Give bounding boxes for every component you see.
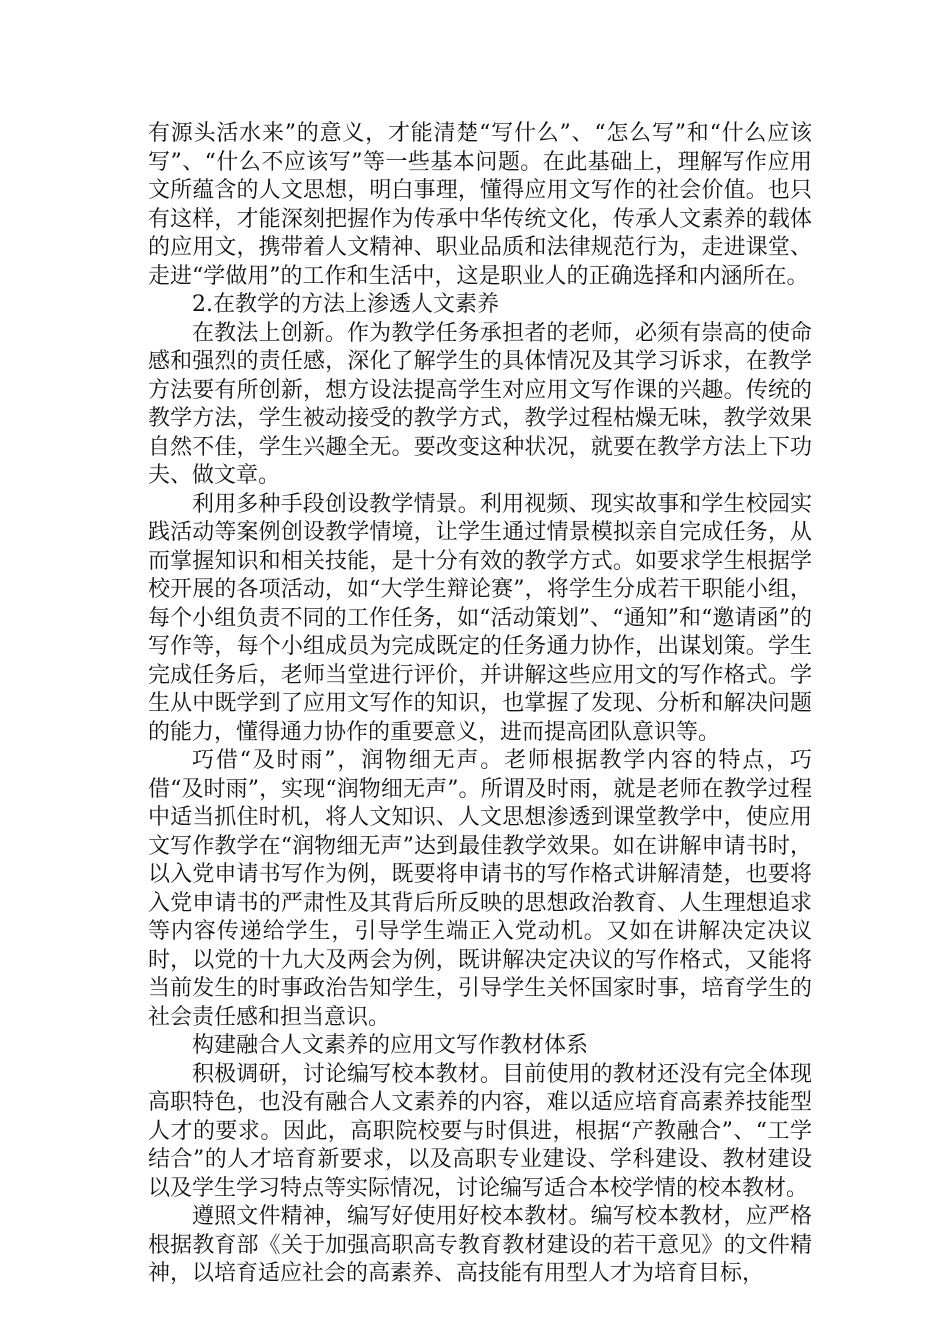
- paragraph-continued: 有源头活水来”的意义，才能清楚“写什么”、“怎么写”和“什么应该写”、“什么不应该写”等一些基本问题。在此基础上，理解写作应用文所蕴含的人文思想，明白事理，懂得应用文写作的社会价值。也只有这样，才能深刻把握作为传承中华传统文化，传承人文素养的载体的应用文，携带着人文精神、职业品质和法律规范行为，走进课堂、走进“学做用”的工作和生活中，这是职业人的正确选择和内涵所在。: [148, 121, 813, 289]
- paragraph-teaching-scenarios: 利用多种手段创设教学情景。利用视频、现实故事和学生校园实践活动等案例创设教学情境，让学生通过情景模拟亲自完成任务，从而掌握知识和相关技能，是十分有效的教学方式。如要求学生根据学校开展的各项活动，如“大学生辩论赛”，将学生分成若干职能小组，每个小组负责不同的工作任务，如“活动策划”、“通知”和“邀请函”的写作等，每个小组成员为完成既定的任务通力协作，出谋划策。学生完成任务后，老师当堂进行评价，并讲解这些应用文的写作格式。学生从中既学到了应用文写作的知识，也掌握了发现、分析和解决问题的能力，懂得通力协作的重要意义，进而提高团队意识等。: [148, 491, 812, 745]
- document-page: [148, 120, 812, 1289]
- paragraph-teaching-innovation: 在教法上创新。作为教学任务承担者的老师，必须有崇高的使命感和强烈的责任感，深化了解学生的具体情况及其学习诉求，在教学方法要有所创新，想方设法提高学生对应用文写作课的兴趣。传统的教学方法，学生被动接受的教学方式，教学过程枯燥无味，教学效果自然不佳，学生兴趣全无。要改变这种状况，就要在教学方法上下功夫、做文章。: [148, 320, 812, 488]
- paragraph-follow-documents: 遵照文件精神，编写好使用好校本教材。编写校本教材，应严格根据教育部《关于加强高职高专教育教材建设的若干意见》的文件精神，以培育适应社会的高素养、高技能有用型人才为培育目标，: [148, 1204, 812, 1286]
- paragraph-timely-rain: 巧借“及时雨”，润物细无声。老师根据教学内容的特点，巧借“及时雨”，实现“润物细无声”。所谓及时雨，就是老师在教学过程中适当抓住时机，将人文知识、人文思想渗透到课堂教学中，使应用文写作教学在“润物细无声”达到最佳教学效果。如在讲解申请书时，以入党申请书写作为例，既要将申请书的写作格式讲解清楚，也要将入党申请书的严肃性及其背后所反映的思想政治教育、人生理想追求等内容传递给学生，引导学生端正入党动机。又如在讲解决定决议时，以党的十九大及两会为例，既讲解决定决议的写作格式，又能将当前发生的时事政治告知学生，引导学生关怀国家时事，培育学生的社会责任感和担当意识。: [148, 748, 812, 1030]
- paragraph-research-textbook: 积极调研，讨论编写校本教材。目前使用的教材还没有完全体现高职特色，也没有融合人文素养的内容，难以适应培育高素养技能型人才的要求。因此，高职院校要与时俱进，根据“产教融合”、“工学结合”的人才培育新要求，以及高职专业建设、学科建设、教材建设以及学生学习特点等实际情况，讨论编写适合本校学情的校本教材。: [148, 1061, 812, 1201]
- section-heading-teaching-method: 2.在教学的方法上渗透人文素养: [192, 292, 499, 317]
- section-heading-textbook-system: 构建融合人文素养的应用文写作教材体系: [192, 1033, 589, 1058]
